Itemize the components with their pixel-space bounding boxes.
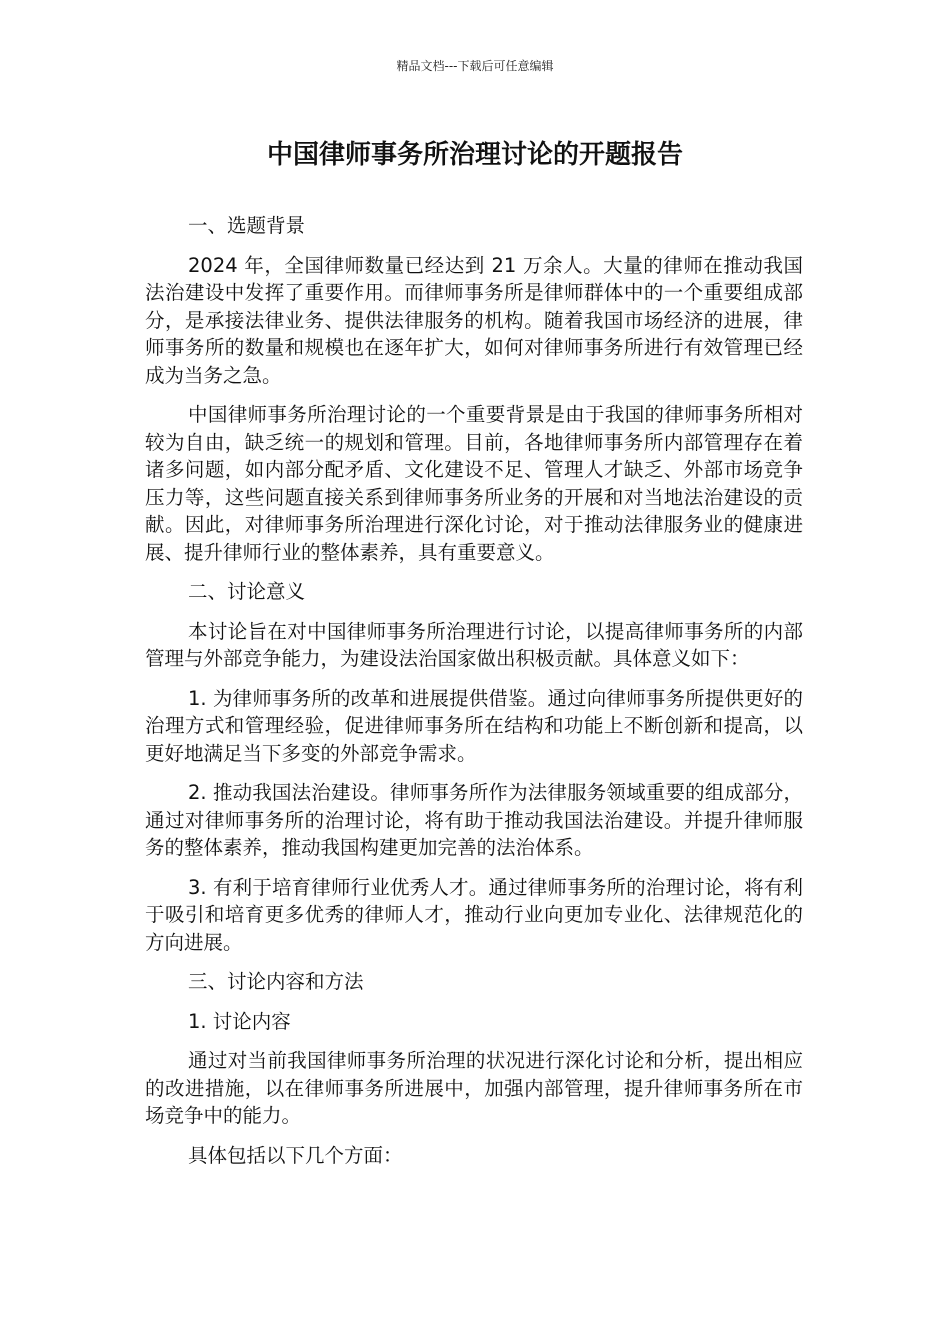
- paragraph: 本讨论旨在对中国律师事务所治理进行讨论，以提高律师事务所的内部管理与外部竞争能力，为建设法治国家做出积极贡献。具体意义如下：: [145, 619, 803, 670]
- list-item: 1. 为律师事务所的改革和进展提供借鉴。通过向律师事务所提供更好的治理方式和管理经验，促进律师事务所在结构和功能上不断创新和提高，以更好地满足当下多变的外部竞争需求。: [145, 686, 803, 765]
- subsection-heading: 1. 讨论内容: [188, 1009, 291, 1033]
- header-note: 精品文档---下载后可任意编辑: [396, 59, 554, 73]
- paragraph: 2024 年，全国律师数量已经达到 21 万余人。大量的律师在推动我国法治建设中发挥了重要作用。而律师事务所是律师群体中的一个重要组成部分，是承接法律业务、提供法律服务的机构。随着我国市场经济的进展，律师事务所的数量和规模也在逐年扩大，如何对律师事务所进行有效管理已经成为当务之急。: [145, 253, 803, 387]
- section-heading-significance: 二、讨论意义: [188, 580, 306, 603]
- document-title: 中国律师事务所治理讨论的开题报告: [266, 140, 683, 170]
- paragraph: 具体包括以下几个方面：: [188, 1143, 403, 1167]
- list-item: 3. 有利于培育律师行业优秀人才。通过律师事务所的治理讨论，将有利于吸引和培育更多优秀的律师人才，推动行业向更加专业化、法律规范化的方向进展。: [145, 875, 803, 954]
- document-body: [145, 212, 803, 1181]
- paragraph: 中国律师事务所治理讨论的一个重要背景是由于我国的律师事务所相对较为自由，缺乏统一的规划和管理。目前，各地律师事务所内部管理存在着诸多问题，如内部分配矛盾、文化建设不足、管理人才缺乏、外部市场竞争压力等，这些问题直接关系到律师事务所业务的开展和对当地法治建设的贡献。因此，对律师事务所治理进行深化讨论，对于推动法律服务业的健康进展、提升律师行业的整体素养，具有重要意义。: [145, 403, 803, 564]
- section-heading-background: 一、选题背景: [188, 214, 306, 237]
- list-item: 2. 推动我国法治建设。律师事务所作为法律服务领域重要的组成部分，通过对律师事务所的治理讨论，将有助于推动我国法治建设。并提升律师服务的整体素养，推动我国构建更加完善的法治体系。: [145, 781, 803, 859]
- section-heading-content-method: 三、讨论内容和方法: [188, 970, 364, 993]
- paragraph: 通过对当前我国律师事务所治理的状况进行深化讨论和分析，提出相应的改进措施，以在律师事务所进展中，加强内部管理，提升律师事务所在市场竞争中的能力。: [145, 1049, 803, 1127]
